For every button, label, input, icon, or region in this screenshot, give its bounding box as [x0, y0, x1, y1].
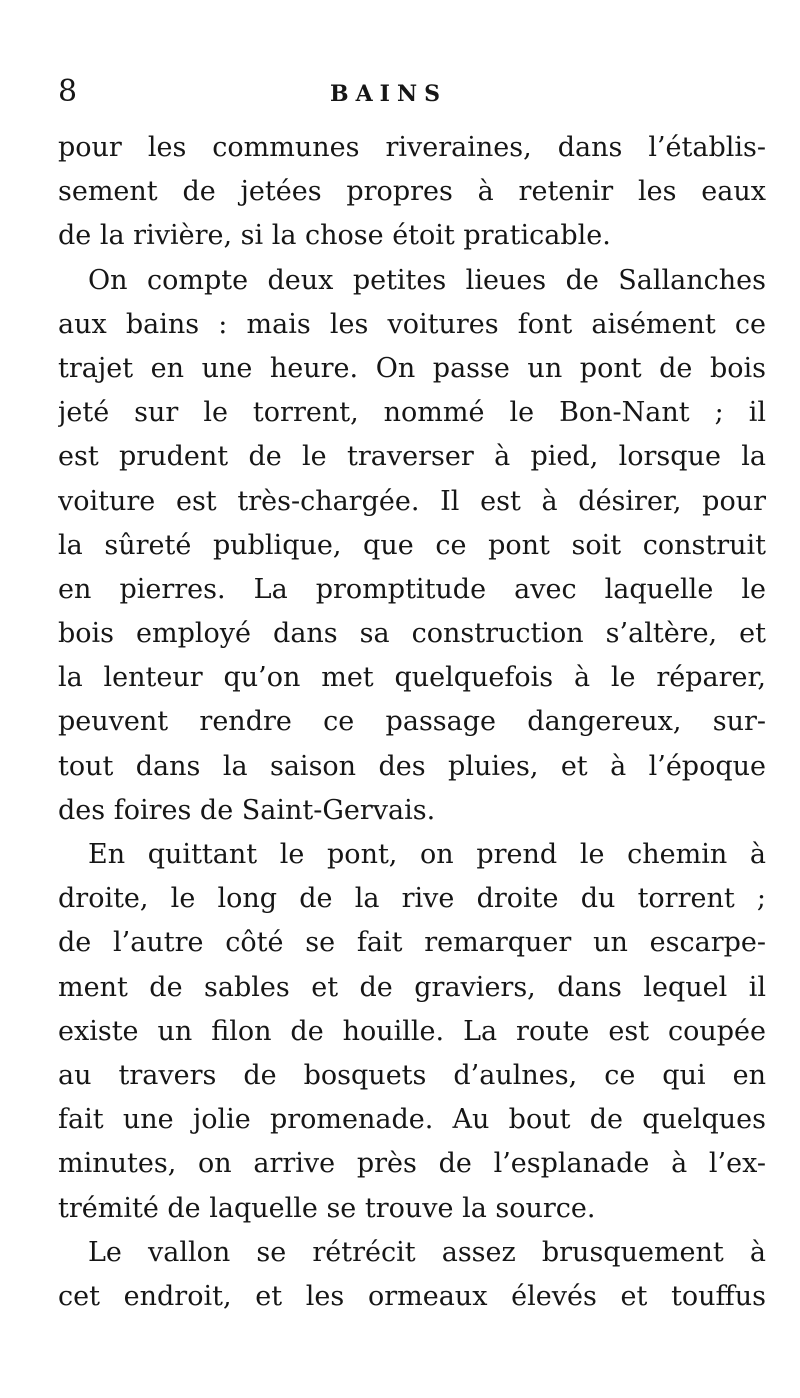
text-line: jeté sur le torrent, nommé le Bon-Nant ; il: [58, 397, 766, 429]
text-line: de la rivière, si la chose étoit praticable.: [58, 220, 611, 252]
text-line: En quittant le pont, on prend le chemin à: [88, 839, 766, 870]
text-line: On compte deux petites lieues de Sallanches: [88, 264, 766, 296]
text-line: de l’autre côté se fait remarquer un escarpe-: [58, 927, 766, 959]
text-line: existe un filon de houille. La route est coupée: [58, 1015, 766, 1047]
text-line: pour les communes riveraines, dans l’établis-: [58, 132, 766, 163]
text-line: aux bains : mais les voitures font aisément ce: [58, 308, 766, 340]
text-line: minutes, on arrive près de l’esplanade à l’ex-: [58, 1148, 766, 1180]
text-line: trémité de laquelle se trouve la source.: [58, 1192, 596, 1224]
text-line: des foires de Saint-Gervais.: [58, 794, 436, 826]
running-head: [58, 74, 758, 114]
text-line: Le vallon se rétrécit assez brusquement à: [88, 1236, 766, 1268]
text-line: la sûreté publique, que ce pont soit construit: [58, 529, 766, 561]
running-title: BAINS: [330, 81, 447, 107]
text-line: voiture est très-chargée. Il est à désirer, pour: [58, 485, 766, 517]
body-text: [58, 126, 766, 1319]
text-line: la lenteur qu’on met quelquefois à le réparer,: [58, 662, 766, 694]
text-line: bois employé dans sa construction s’altère, et: [58, 618, 766, 650]
text-line: en pierres. La promptitude avec laquelle le: [58, 573, 766, 605]
text-line: peuvent rendre ce passage dangereux, sur-: [58, 706, 766, 738]
text-line: est prudent de le traverser à pied, lorsque la: [58, 441, 766, 473]
text-line: fait une jolie promenade. Au bout de quelques: [58, 1104, 766, 1136]
text-line: cet endroit, et les ormeaux élevés et touffus: [58, 1280, 766, 1312]
text-line: au travers de bosquets d’aulnes, ce qui en: [58, 1059, 766, 1091]
text-line: sement de jetées propres à retenir les eaux: [58, 176, 766, 208]
text-line: trajet en une heure. On passe un pont de bois: [58, 352, 766, 384]
text-line: tout dans la saison des pluies, et à l’époque: [58, 750, 766, 782]
page-number: 8: [58, 74, 78, 109]
text-line: ment de sables et de graviers, dans lequel il: [58, 971, 766, 1003]
text-line: droite, le long de la rive droite du torrent ;: [58, 883, 766, 915]
